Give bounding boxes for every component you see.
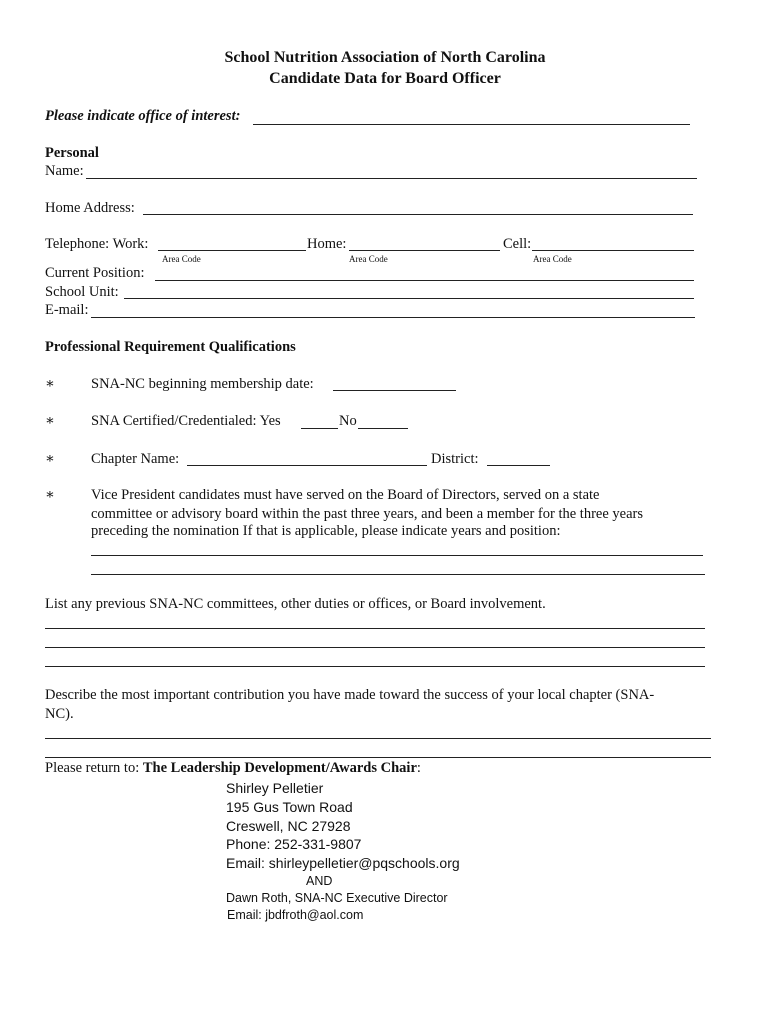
contact-name: Shirley Pelletier [226, 780, 324, 796]
home-area-code-hint: Area Code [349, 254, 388, 264]
vp-requirement-line1: Vice President candidates must have served on the Board of Directors, served on a state [91, 487, 600, 503]
second-contact-email: Email: jbdfroth@aol.com [227, 908, 364, 922]
return-suffix: : [416, 760, 421, 776]
office-interest-field[interactable] [253, 124, 690, 125]
telephone-work-label: Telephone: Work: [45, 236, 149, 252]
bullet-icon: ∗ [45, 376, 55, 392]
contribution-prompt-line2: NC). [45, 706, 74, 722]
office-interest-label: Please indicate office of interest: [45, 108, 241, 124]
contact-street: 195 Gus Town Road [226, 799, 353, 815]
chapter-name-label: Chapter Name: [91, 451, 180, 467]
vp-years-position-field-2[interactable] [91, 574, 705, 575]
current-position-label: Current Position: [45, 265, 145, 281]
telephone-home-label: Home: [307, 236, 347, 252]
vp-requirement-line3: preceding the nomination If that is applicable, please indicate years and position: [91, 523, 561, 539]
vp-years-position-field[interactable] [91, 555, 703, 556]
name-label: Name: [45, 163, 84, 179]
bullet-icon: ∗ [45, 451, 55, 467]
contact-phone: Phone: 252-331-9807 [226, 836, 362, 852]
membership-date-field[interactable] [333, 390, 456, 391]
membership-date-label: SNA-NC beginning membership date: [91, 376, 314, 392]
certified-no-field[interactable] [358, 428, 408, 429]
cell-area-code-hint: Area Code [533, 254, 572, 264]
contact-city: Creswell, NC 27928 [226, 818, 351, 834]
contribution-field-1[interactable] [45, 738, 711, 739]
email-field[interactable] [91, 317, 695, 318]
qualifications-heading: Professional Requirement Qualifications [45, 339, 296, 355]
contact-email: Email: shirleypelletier@pqschools.org [226, 855, 460, 871]
home-address-label: Home Address: [45, 200, 135, 216]
return-chair: The Leadership Development/Awards Chair [142, 760, 417, 776]
vp-requirement-line2: committee or advisory board within the past three years, and been a member for the three years [91, 506, 643, 522]
committees-field-3[interactable] [45, 666, 705, 667]
personal-heading: Personal [45, 145, 99, 161]
telephone-cell-label: Cell: [503, 236, 532, 252]
district-label: District: [431, 451, 479, 467]
return-prefix: Please return to: [45, 760, 143, 776]
form-title-line1: School Nutrition Association of North Carolina [224, 49, 546, 66]
second-contact: Dawn Roth, SNA-NC Executive Director [226, 891, 448, 905]
return-line [45, 760, 421, 777]
current-position-field[interactable] [155, 280, 694, 281]
committees-field-2[interactable] [45, 647, 705, 648]
contribution-prompt-line1: Describe the most important contribution you have made toward the success of your local chapter (SNA- [45, 687, 655, 703]
certified-yes-field[interactable] [301, 428, 338, 429]
telephone-cell-field[interactable] [532, 250, 694, 251]
school-unit-label: School Unit: [45, 284, 119, 300]
certified-label: SNA Certified/Credentialed: Yes [91, 413, 281, 429]
telephone-work-field[interactable] [158, 250, 306, 251]
and-separator: AND [306, 874, 333, 888]
bullet-icon: ∗ [45, 487, 55, 503]
home-address-field[interactable] [143, 214, 693, 215]
name-field[interactable] [86, 178, 697, 179]
telephone-home-field[interactable] [349, 250, 500, 251]
certified-no-label: No [339, 413, 357, 429]
chapter-name-field[interactable] [187, 465, 427, 466]
form-title-line2: Candidate Data for Board Officer [269, 70, 501, 87]
email-label: E-mail: [45, 302, 89, 318]
committees-field-1[interactable] [45, 628, 705, 629]
contribution-field-2[interactable] [45, 757, 711, 758]
committees-prompt: List any previous SNA-NC committees, other duties or offices, or Board involvement. [45, 596, 546, 612]
school-unit-field[interactable] [124, 298, 694, 299]
district-field[interactable] [487, 465, 550, 466]
work-area-code-hint: Area Code [162, 254, 201, 264]
bullet-icon: ∗ [45, 413, 55, 429]
